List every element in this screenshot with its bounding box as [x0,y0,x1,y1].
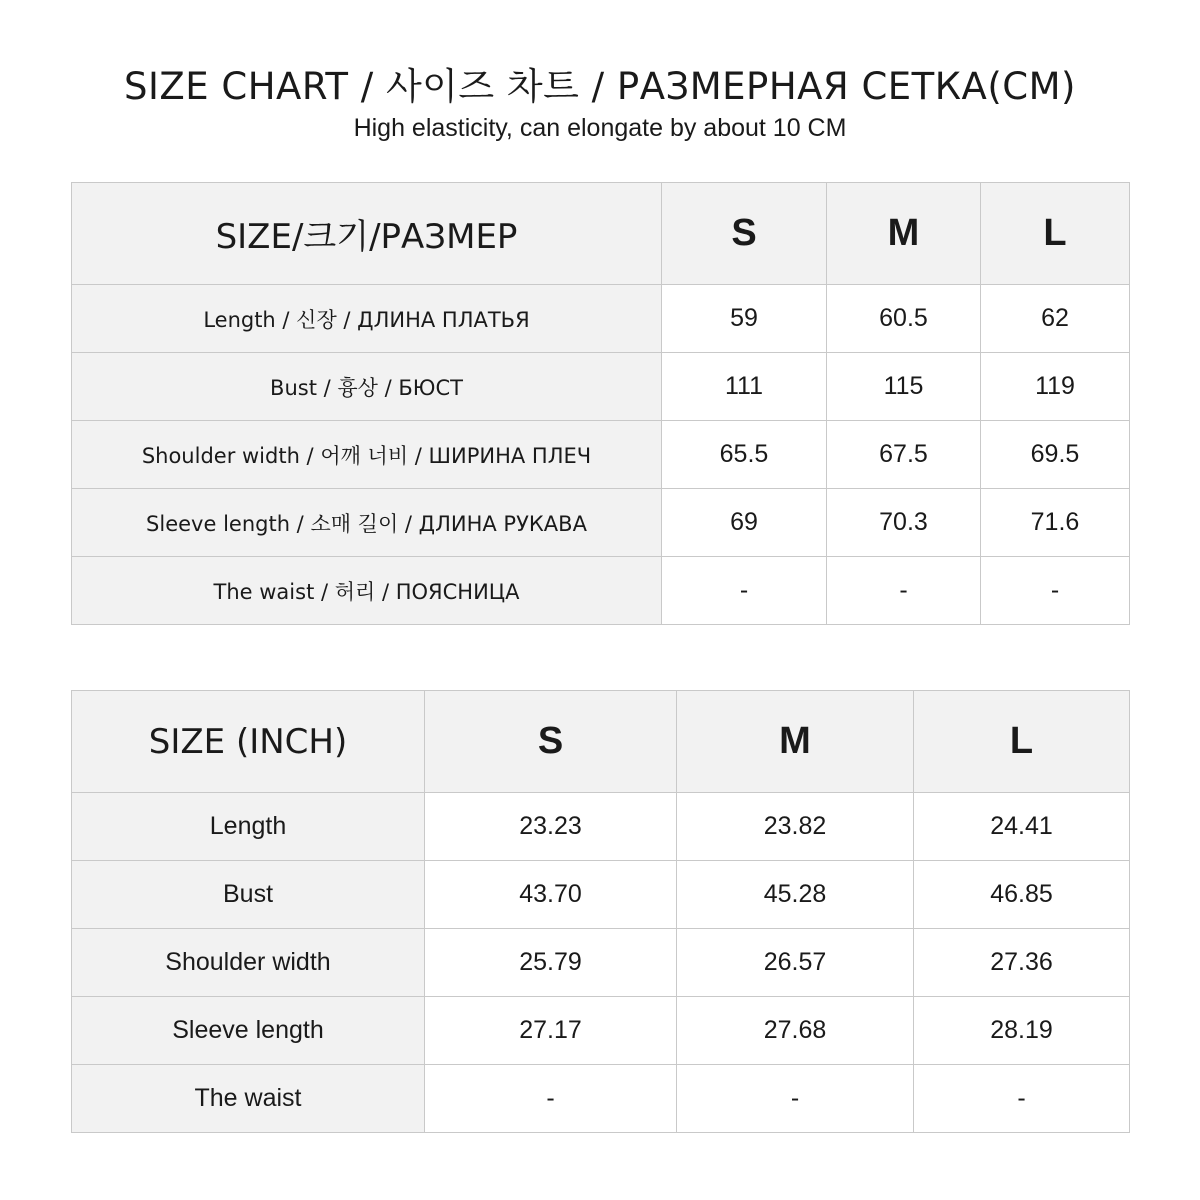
size-header-label: SIZE (INCH) [72,691,425,793]
table-row [72,861,1130,929]
cell-value: 45.28 [677,861,914,929]
size-header-m: M [677,691,914,793]
cell-value: - [677,1065,914,1133]
cell-value: 119 [981,353,1130,421]
page-subtitle: High elasticity, can elongate by about 10 CM [353,114,847,142]
size-table-cm [71,182,1130,625]
cell-value: 27.36 [914,929,1130,997]
cell-value: - [827,557,981,625]
size-header-l: L [914,691,1130,793]
cell-value: 60.5 [827,285,981,353]
row-label-shoulder-width: Shoulder width [72,929,425,997]
table-row [72,421,1130,489]
size-header-l: L [981,183,1130,285]
table-header-row [72,183,1130,285]
row-label-bust: Bust [72,861,425,929]
table-row [72,557,1130,625]
cell-value: 23.82 [677,793,914,861]
size-header-s: S [425,691,677,793]
cell-value: - [425,1065,677,1133]
cell-value: 27.17 [425,997,677,1065]
table-row [72,929,1130,997]
size-header-label: SIZE/크기/РАЗМЕР [72,183,662,285]
row-label-shoulder-width: Shoulder width / 어깨 너비 / ШИРИНА ПЛЕЧ [72,421,662,489]
cell-value: 27.68 [677,997,914,1065]
cell-value: 69.5 [981,421,1130,489]
cell-value: 24.41 [914,793,1130,861]
cell-value: 28.19 [914,997,1130,1065]
row-label-length: Length [72,793,425,861]
cell-value: 65.5 [662,421,827,489]
cell-value: 46.85 [914,861,1130,929]
size-header-s: S [662,183,827,285]
cell-value: 115 [827,353,981,421]
page-title: SIZE CHART / 사이즈 차트 / РАЗМЕРНАЯ СЕТКА(CM) [123,65,1076,108]
cell-value: 59 [662,285,827,353]
table-header-row [72,691,1130,793]
row-label-bust: Bust / 흉상 / БЮСТ [72,353,662,421]
row-label-waist: The waist / 허리 / ПОЯСНИЦА [72,557,662,625]
table-row [72,489,1130,557]
cell-value: 23.23 [425,793,677,861]
table-row [72,285,1130,353]
row-label-length: Length / 신장 / ДЛИНА ПЛАТЬЯ [72,285,662,353]
table-row [72,1065,1130,1133]
cell-value: 70.3 [827,489,981,557]
cell-value: 71.6 [981,489,1130,557]
table-row [72,353,1130,421]
cell-value: - [981,557,1130,625]
cell-value: - [662,557,827,625]
cell-value: 67.5 [827,421,981,489]
cell-value: - [914,1065,1130,1133]
cell-value: 62 [981,285,1130,353]
size-table-inch [71,690,1130,1133]
row-label-sleeve-length: Sleeve length [72,997,425,1065]
size-header-m: M [827,183,981,285]
cell-value: 26.57 [677,929,914,997]
cell-value: 111 [662,353,827,421]
table-row [72,997,1130,1065]
cell-value: 25.79 [425,929,677,997]
row-label-waist: The waist [72,1065,425,1133]
cell-value: 69 [662,489,827,557]
table-row [72,793,1130,861]
row-label-sleeve-length: Sleeve length / 소매 길이 / ДЛИНА РУКАВА [72,489,662,557]
cell-value: 43.70 [425,861,677,929]
